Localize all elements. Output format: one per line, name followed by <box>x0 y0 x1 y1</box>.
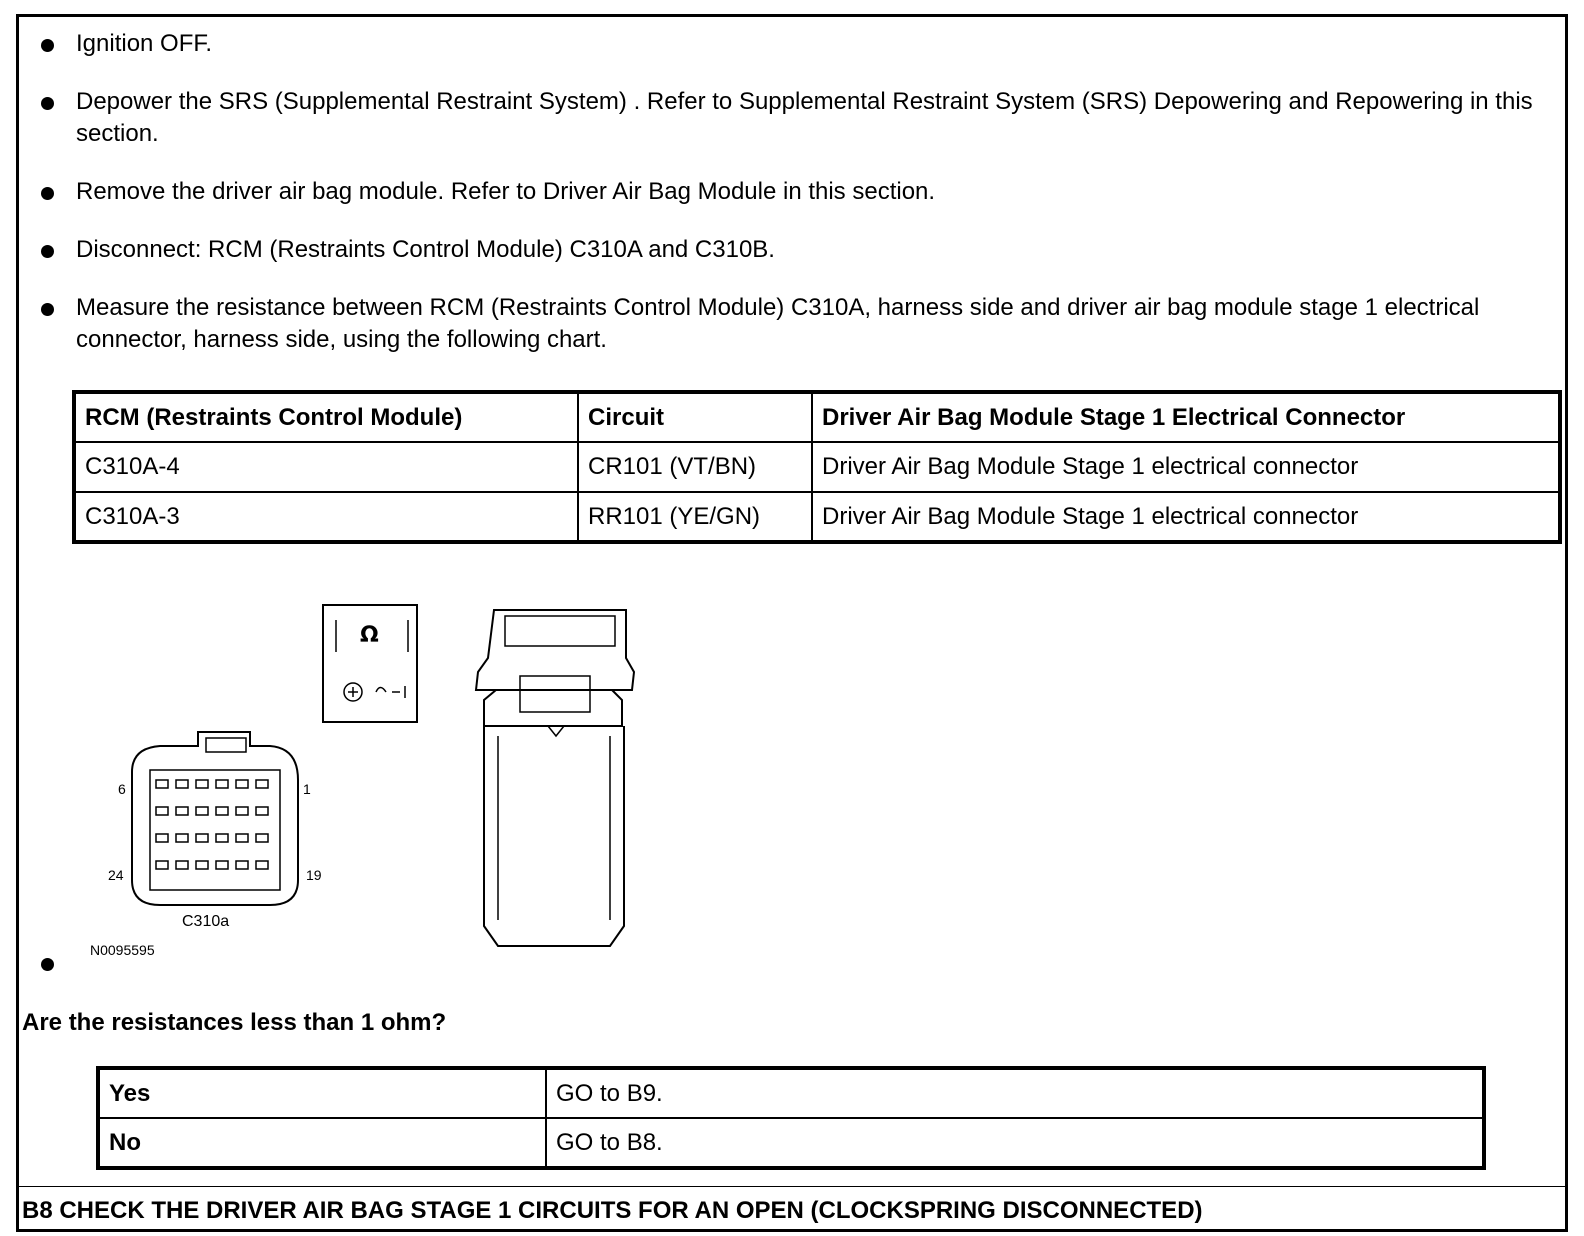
step-item <box>36 28 1546 60</box>
answer-key: No <box>98 1118 546 1168</box>
next-step-heading: B8 CHECK THE DRIVER AIR BAG STAGE 1 CIRCUITS FOR AN OPEN (CLOCKSPRING DISCONNECTED) <box>16 1186 1568 1225</box>
table-header: Circuit <box>578 392 812 442</box>
answer-table <box>96 1066 1486 1170</box>
step-item <box>36 292 1546 356</box>
bullet-icon <box>41 958 54 971</box>
bullet-icon <box>41 187 54 200</box>
step-list <box>36 28 1546 382</box>
step-text: Measure the resistance between RCM (Restraints Control Module) C310A, harness side and driver air bag module stage 1 electrical connector, harness side, using the following chart. <box>76 294 1480 353</box>
table-row <box>98 1118 1484 1168</box>
table-cell: C310A-3 <box>74 492 578 542</box>
bullet-icon <box>41 39 54 52</box>
pin-label-24: 24 <box>108 867 124 883</box>
ohm-symbol: Ω <box>360 623 379 648</box>
pin-label-1: 1 <box>303 781 311 797</box>
step-text: Disconnect: RCM (Restraints Control Module) C310A and C310B. <box>76 236 775 263</box>
step-text: Depower the SRS (Supplemental Restraint System) . Refer to Supplemental Restraint System (SRS) Depowering and Repowering in this section. <box>76 88 1533 147</box>
table-cell: CR101 (VT/BN) <box>578 442 812 492</box>
table-row <box>74 442 1560 492</box>
step-text: Remove the driver air bag module. Refer to Driver Air Bag Module in this section. <box>76 178 936 205</box>
step-text: Ignition OFF. <box>76 30 213 57</box>
measurement-table <box>72 390 1562 544</box>
answer-value: GO to B9. <box>546 1068 1484 1118</box>
pin-label-19: 19 <box>306 867 322 883</box>
answer-value: GO to B8. <box>546 1118 1484 1168</box>
step-item <box>36 234 1546 266</box>
table-cell: RR101 (YE/GN) <box>578 492 812 542</box>
question-text: Are the resistances less than 1 ohm? <box>22 1009 447 1036</box>
table-header: Driver Air Bag Module Stage 1 Electrical Connector <box>812 392 1560 442</box>
table-cell: C310A-4 <box>74 442 578 492</box>
table-row <box>98 1068 1484 1118</box>
table-header: RCM (Restraints Control Module) <box>74 392 578 442</box>
table-row <box>74 492 1560 542</box>
answer-key: Yes <box>98 1068 546 1118</box>
connector-label: C310a <box>182 913 230 930</box>
bullet-icon <box>41 245 54 258</box>
table-header-row <box>74 392 1560 442</box>
table-cell: Driver Air Bag Module Stage 1 electrical connector <box>812 442 1560 492</box>
step-item <box>36 86 1546 150</box>
table-cell: Driver Air Bag Module Stage 1 electrical connector <box>812 492 1560 542</box>
bullet-icon <box>41 303 54 316</box>
figure-id: N0095595 <box>90 942 155 958</box>
pin-label-6: 6 <box>118 781 126 797</box>
step-item <box>36 176 1546 208</box>
bullet-icon <box>41 97 54 110</box>
